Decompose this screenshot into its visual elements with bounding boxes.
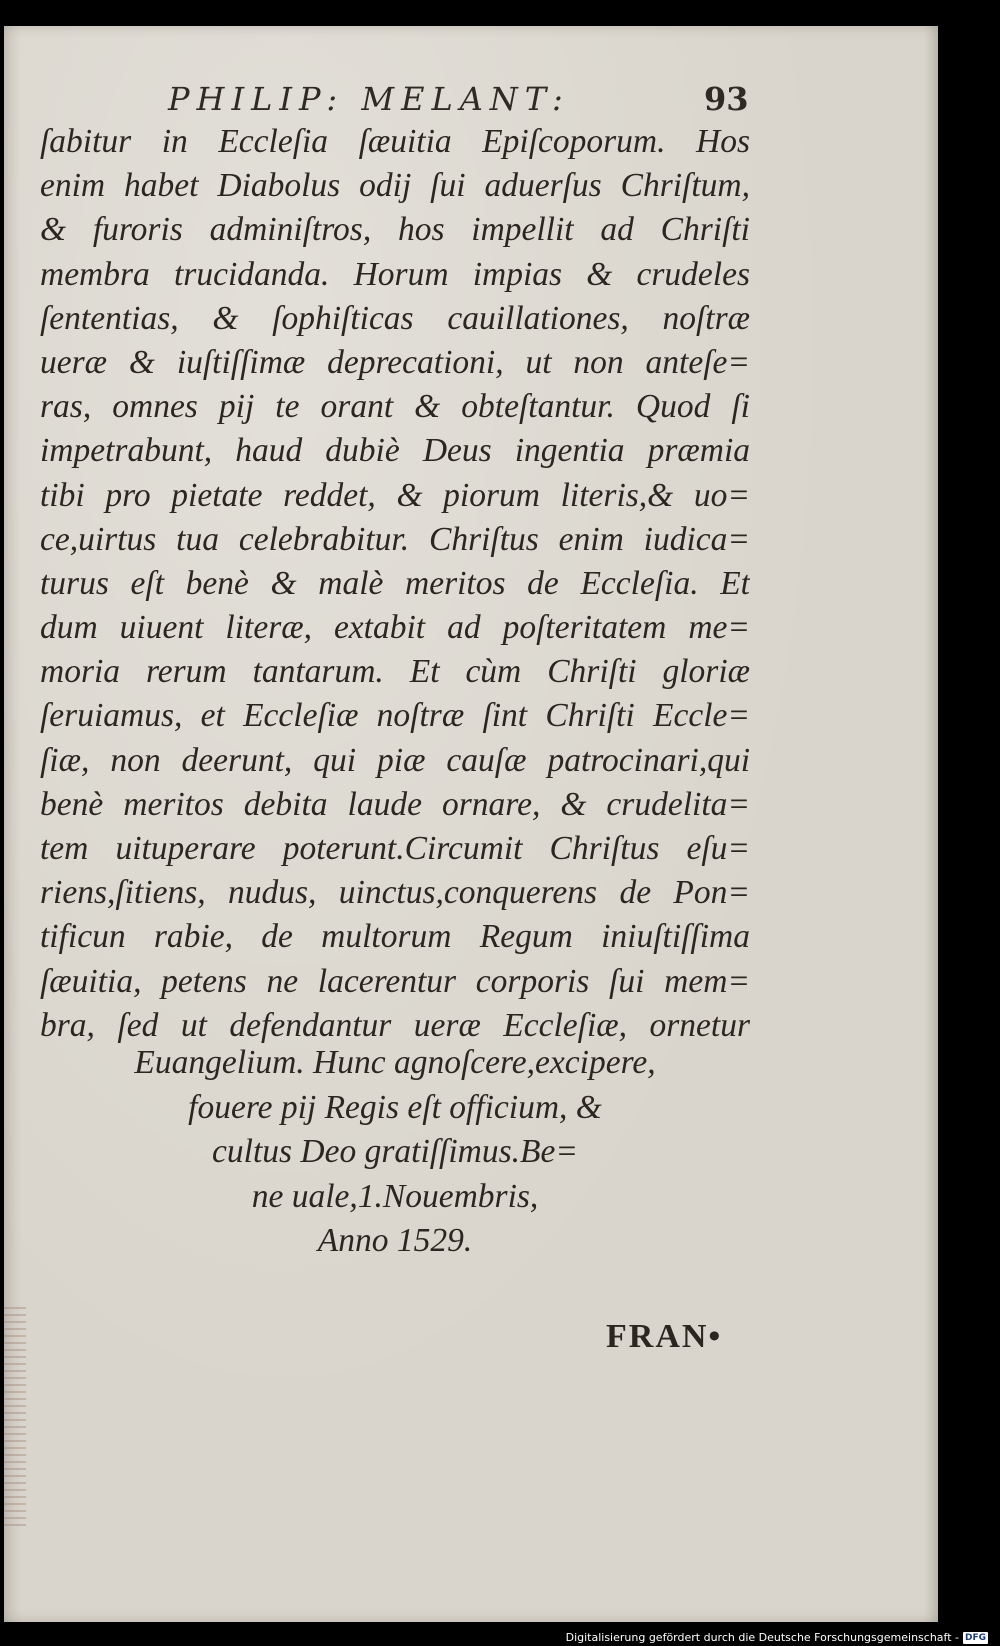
text-line: ſabitur in Eccleſia ſæuitia Epiſcoporum. Hos [40,123,750,160]
dfg-logo-icon: DFG [964,1632,986,1643]
closing-line: fouere pij Regis eſt officium, & [188,1088,602,1126]
text-line: ſiæ, non deerunt, qui piæ cauſæ patrocinari,qui [40,741,750,779]
text-line: ueræ & iuſtiſſimæ deprecationi, ut non anteſe= [40,343,750,381]
text-line: bra, ſed ut defendantur ueræ Eccleſiæ, ornetur [40,1006,750,1044]
closing-line: cultus Deo gratiſſimus.Be= [212,1133,578,1170]
text-line: ce,uirtus tua celebrabitur. Chriſtus enim iudica= [40,520,750,558]
closing-line: Euangelium. Hunc agnoſcere,excipere, [134,1044,656,1081]
text-line: tificun rabie, de multorum Regum iniuſtiſſima [40,918,750,956]
text-line: dum uiuent literæ, extabit ad poſteritatem me= [40,609,750,647]
text-line: ſententias, & ſophiſticas cauillationes, noſtræ [40,299,750,337]
text-line: tibi pro pietate reddet, & piorum literis,& uo= [40,476,750,514]
digitization-credit [566,1631,988,1644]
text-line: riens,ſitiens, nudus, uinctus,conquerens de Pon= [40,874,750,912]
text-line: tem uituperare poterunt.Circumit Chriſtus eſu= [40,830,750,867]
running-head: PHILIP: MELANT: [168,80,570,118]
text-line: ſæuitia, petens ne lacerentur corporis ſui mem= [40,962,750,1000]
text-line: moria rerum tantarum. Et cùm Chriſti gloriæ [40,653,750,691]
body-text [40,120,750,1048]
page-edge-stain [4,1306,26,1526]
text-line: impetrabunt, haud dubiè Deus ingentia præmia [40,432,750,470]
text-line: ras, omnes pij te orant & obteſtantur. Quod ſi [40,388,750,426]
closing-text [40,1041,750,1264]
text-line: enim habet Diabolus odij ſui aduerſus Chriſtum, [40,167,750,205]
credit-text: Digitalisierung gefördert durch die Deutsche Forschungsgemeinschaft - [565,1631,959,1644]
catchword: FRAN• [606,1318,723,1355]
text-line: ſeruiamus, et Eccleſiæ noſtræ ſint Chriſti Eccle= [40,697,750,735]
text-line: & furoris adminiſtros, hos impellit ad Chriſti [40,211,750,249]
text-line: benè meritos debita laude ornare, & crudelita= [40,785,750,823]
text-line: membra trucidanda. Horum impias & crudeles [40,255,750,293]
closing-line: Anno 1529. [317,1222,473,1259]
page-number: 93 [704,80,749,118]
text-line: turus eſt benè & malè meritos de Eccleſia. Et [40,564,750,602]
closing-line: ne uale,1.Nouembris, [251,1177,539,1215]
